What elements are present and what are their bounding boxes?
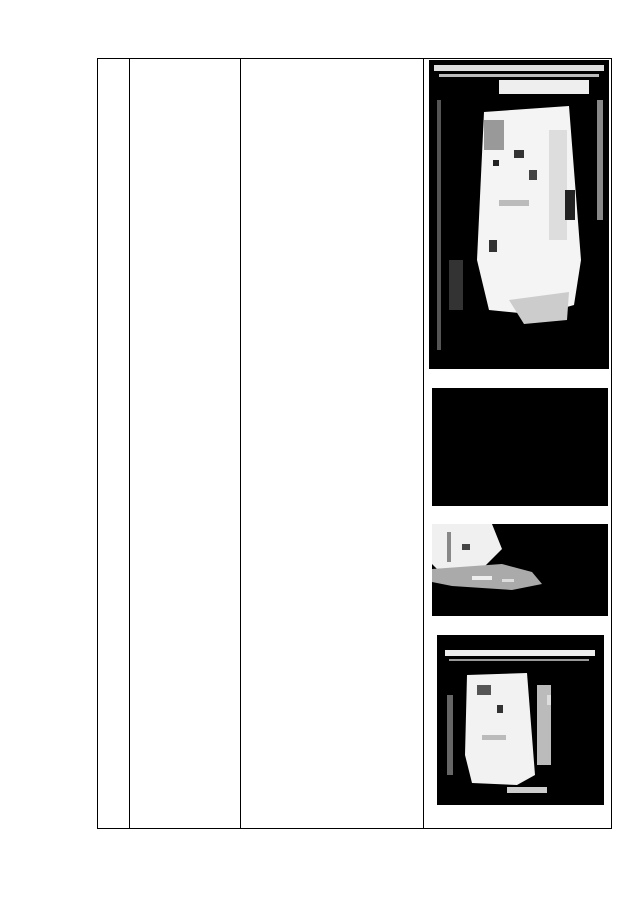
floral-tile-photo — [432, 524, 608, 616]
floor-tile-photo — [432, 388, 608, 506]
table-column-divider-1 — [129, 58, 130, 829]
cornice-panel-photo — [437, 635, 604, 805]
table-top-border — [97, 58, 612, 59]
table-bottom-border — [97, 828, 612, 829]
table-column-divider-2 — [240, 58, 241, 829]
stove-photo — [429, 60, 609, 369]
table-right-border — [611, 58, 612, 829]
table-left-border — [97, 58, 98, 829]
table-column-divider-3 — [423, 58, 424, 829]
